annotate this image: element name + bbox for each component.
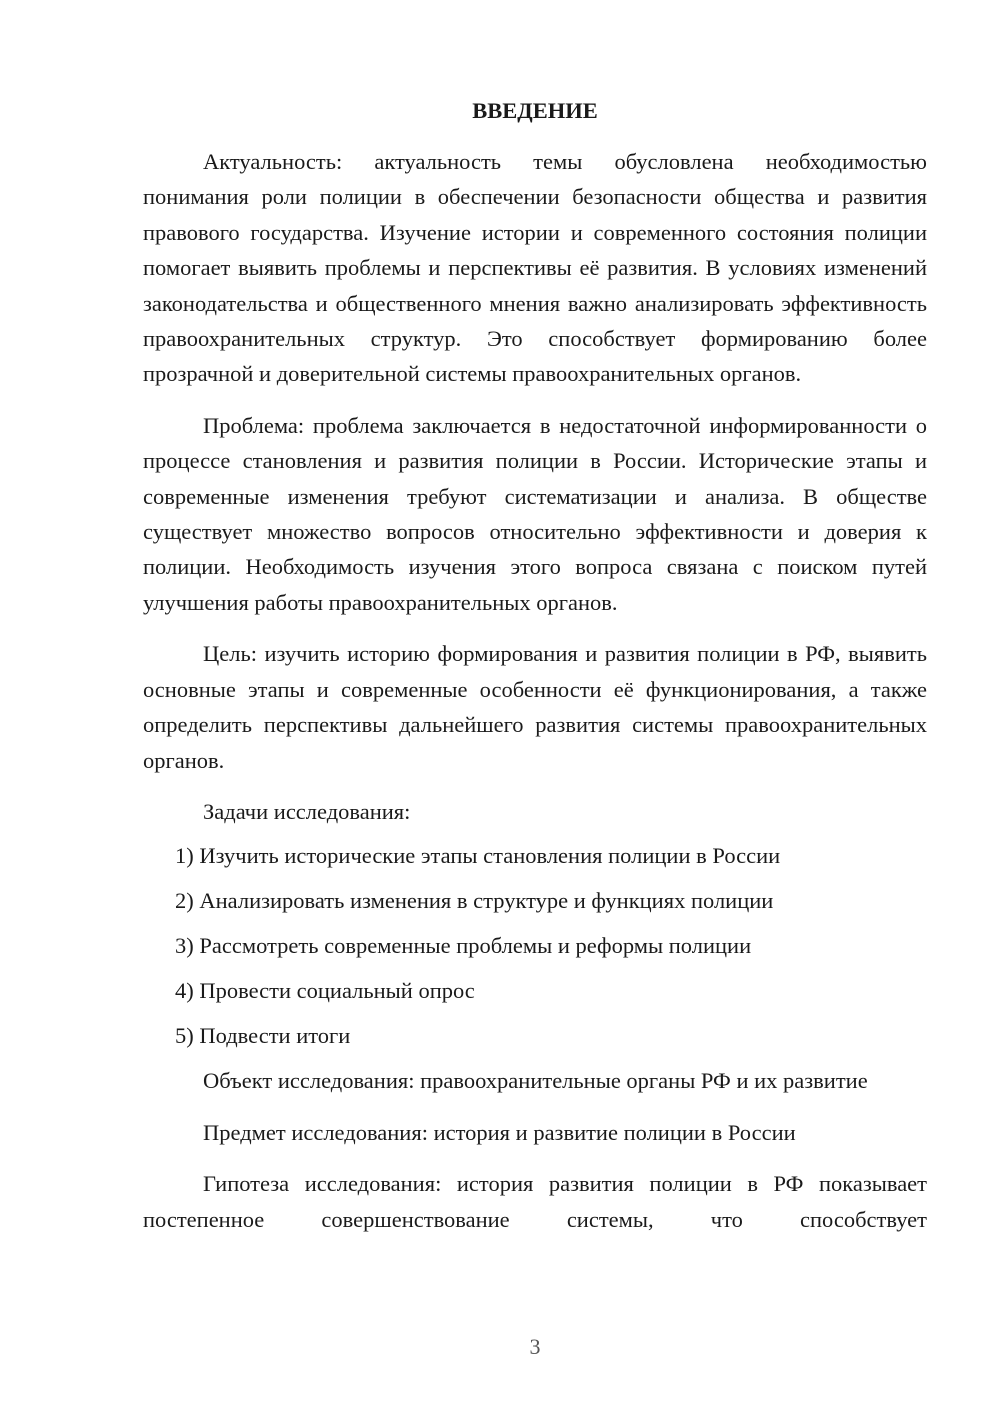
- page-number: 3: [529, 1334, 541, 1359]
- list-item: 1) Изучить исторические этапы становления полиции в России: [175, 843, 781, 869]
- list-item: 4) Провести социальный опрос: [175, 978, 475, 1004]
- object-paragraph: Объект исследования: правоохранительные органы РФ и их развитие: [203, 1068, 868, 1094]
- hypothesis-paragraph: Гипотеза исследования: история развития полиции в РФ показывает постепенное совершенствование системы, что способствует: [143, 1171, 927, 1232]
- page-content: [143, 96, 927, 1253]
- list-item: 2) Анализировать изменения в структуре и функциях полиции: [175, 888, 774, 914]
- list-item: 5) Подвести итоги: [175, 1023, 351, 1049]
- tasks-list: [143, 838, 927, 1053]
- list-item: 3) Рассмотреть современные проблемы и реформы полиции: [175, 933, 752, 959]
- tasks-heading: Задачи исследования:: [203, 798, 411, 824]
- problem-paragraph: Проблема: проблема заключается в недостаточной информированности о процессе становления и развития полиции в России. Исторические этапы и современные изменения требуют систематизации и анализа. В обществе существует множество вопросов относительно эффективности и доверия к полиции. Необходимость изучения этого вопроса связана с поиском путей улучшения работы правоохранительных органов.: [143, 412, 927, 615]
- goal-paragraph: Цель: изучить историю формирования и развития полиции в РФ, выявить основные этапы и современные особенности её функционирования, а также определить перспективы дальнейшего развития системы правоохранительных органов.: [143, 641, 927, 773]
- page-title: ВВЕДЕНИЕ: [472, 98, 598, 123]
- relevance-paragraph: Актуальность: актуальность темы обусловлена необходимостью понимания роли полиции в обеспечении безопасности общества и развития правового государства. Изучение истории и современного состояния полиции помогает выявить проблемы и перспективы её развития. В условиях изменений законодательства и общественного мнения важно анализировать эффективность правоохранительных структур. Это способствует формированию более прозрачной и доверительной системы правоохранительных органов.: [143, 149, 927, 387]
- subject-paragraph: Предмет исследования: история и развитие полиции в России: [203, 1119, 796, 1145]
